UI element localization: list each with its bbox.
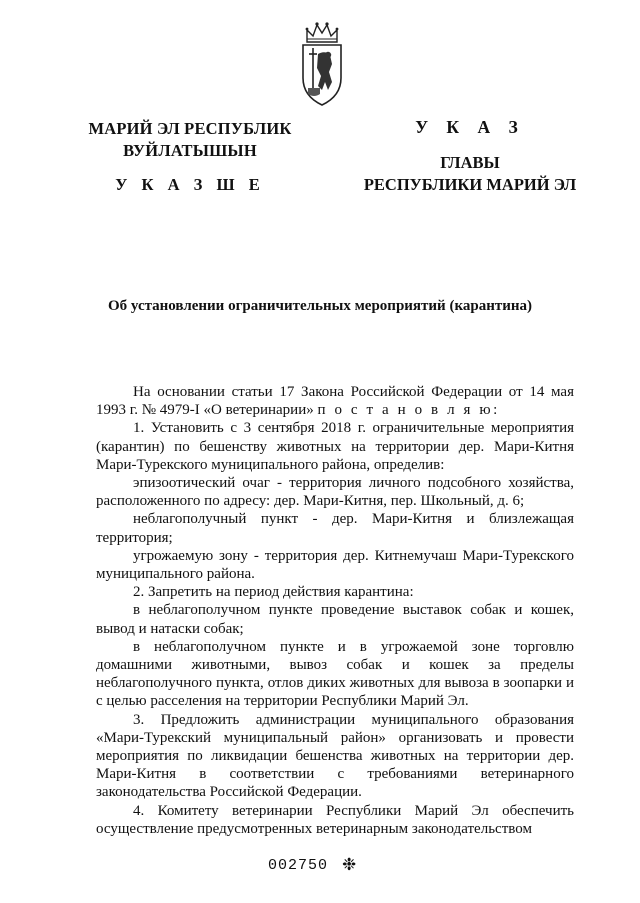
header-left-line2: ВУЙЛАТЫШЫН — [123, 141, 257, 160]
clause-1-zone: угрожаемую зону - территория дер. Китнемучаш Мари-Турекского муниципального района. — [96, 547, 574, 583]
document-number: 002750 — [268, 857, 329, 874]
header-right-line3: РЕСПУБЛИКИ МАРИЙ ЭЛ — [363, 175, 577, 194]
clause-2-b: в неблагополучном пункте и в угрожаемой зоне торговлю домашними животными, вывоз собак и кошек за пределы неблагополучного пункта, отлов диких животных для вывоза в зоопарки и с целью расселения на территории Республики Марий Эл. — [96, 638, 574, 710]
clause-2: 2. Запретить на период действия карантина: — [133, 584, 414, 601]
intro-paragraph — [96, 383, 574, 419]
clause-1-point: неблагополучный пункт - дер. Мари-Китня и близлежащая территория; — [96, 511, 574, 546]
clause-4: 4. Комитету ветеринарии Республики Марий Эл обеспечить осуществление предусмотренных ветеринарным законодательством — [96, 802, 574, 837]
clause-1: 1. Установить с 3 сентября 2018 г. ограничительные мероприятия (карантин) по бешенству животных на территории дер. Мари-Китня Мари-Турекского муниципального района, определив: — [96, 420, 574, 473]
coat-of-arms-icon — [298, 20, 346, 108]
header-right-line1: У К А З — [415, 117, 525, 137]
snowflake-mark-icon: ❉ — [342, 855, 357, 874]
intro-text: На основании статьи 17 Закона Российской Федерации от 14 мая 1993 г. № 4979-I «О ветеринарии» — [96, 384, 574, 419]
header-left-block — [70, 118, 310, 196]
header-left-line3: У К А З Ш Е — [115, 175, 265, 194]
intro-resolve: п о с т а н о в л я ю: — [317, 402, 500, 419]
header-left-line1: МАРИЙ ЭЛ РЕСПУБЛИК — [88, 119, 292, 138]
document-body — [96, 383, 574, 838]
clause-2-a: в неблагополучном пункте проведение выставок собак и кошек, вывод и натаски собак; — [96, 602, 574, 637]
clause-1-focus: эпизоотический очаг - территория личного подсобного хозяйства, расположенного по адресу: дер. Мари-Китня, пер. Школьный, д. 6; — [96, 475, 574, 510]
clause-3: 3. Предложить администрации муниципального образования «Мари-Турекский муниципальный район» организовать и провести мероприятия по ликвидации бешенства животных на территории дер. Мари-Китня в соответствии с требованиями ветеринарного законодательства Российской Федерации. — [96, 711, 574, 801]
header-right-line2: ГЛАВЫ — [440, 153, 500, 172]
header-right-block — [350, 116, 590, 196]
document-title: Об установлении ограничительных мероприятий (карантина) — [107, 298, 532, 314]
